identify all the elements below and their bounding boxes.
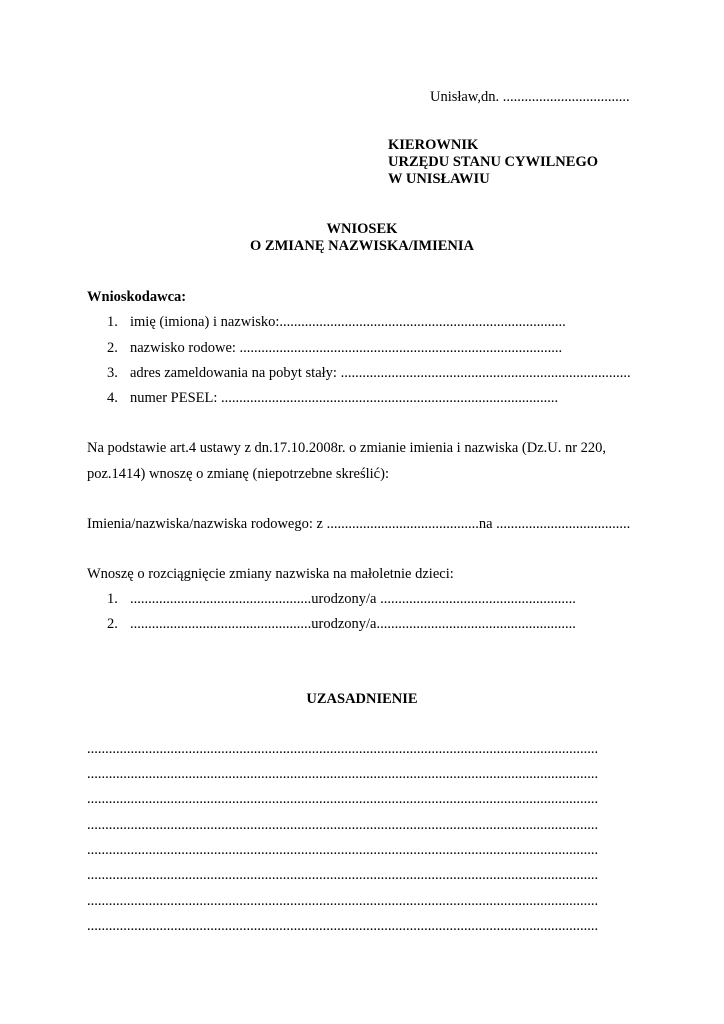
applicant-item-number: 3. xyxy=(107,365,118,381)
justification-line: ............................................................................................................................................. xyxy=(87,791,599,807)
justification-line: ............................................................................................................................................. xyxy=(87,766,599,782)
applicant-item-number: 2. xyxy=(107,340,118,356)
applicant-heading: Wnioskodawca: xyxy=(87,289,187,305)
justification-heading: UZASADNIENIE xyxy=(306,691,418,707)
justification-line: ............................................................................................................................................. xyxy=(87,817,599,833)
recipient-line-3: W UNISŁAWIU xyxy=(388,171,490,187)
child-item: ..................................................urodzony/a....................................................... xyxy=(130,616,576,632)
recipient-line-2: URZĘDU STANU CYWILNEGO xyxy=(388,154,599,170)
applicant-item-number: 4. xyxy=(107,390,118,406)
document-title-line-2: O ZMIANĘ NAZWISKA/IMIENIA xyxy=(250,238,474,254)
applicant-item-address: adres zameldowania na pobyt stały: ................................................................................ xyxy=(130,365,631,381)
justification-line: ............................................................................................................................................. xyxy=(87,842,599,858)
child-item: ..................................................urodzony/a ...................................................... xyxy=(130,591,576,607)
legal-basis-line-1: Na podstawie art.4 ustawy z dn.17.10.2008r. o zmianie imienia i nazwiska (Dz.U. nr 220, xyxy=(87,440,607,456)
child-item-number: 2. xyxy=(107,616,118,632)
document-title-line-1: WNIOSEK xyxy=(326,221,398,237)
place-date-line: Unisław,dn. ................................... xyxy=(430,89,630,105)
applicant-item-maiden-name: nazwisko rodowe: ......................................................................................... xyxy=(130,340,563,356)
applicant-item-name: imię (imiona) i nazwisko:............................................................................... xyxy=(130,314,566,330)
applicant-item-number: 1. xyxy=(107,314,118,330)
justification-line: ............................................................................................................................................. xyxy=(87,893,599,909)
change-request-line: Imienia/nazwiska/nazwiska rodowego: z ..........................................na ..................................... xyxy=(87,516,631,532)
justification-line: ............................................................................................................................................. xyxy=(87,867,599,883)
children-heading: Wnoszę o rozciągnięcie zmiany nazwiska na małoletnie dzieci: xyxy=(87,566,454,582)
legal-basis-line-2: poz.1414) wnoszę o zmianę (niepotrzebne skreślić): xyxy=(87,466,389,482)
recipient-line-1: KIEROWNIK xyxy=(388,137,479,153)
justification-line: ............................................................................................................................................. xyxy=(87,918,599,934)
applicant-item-pesel: numer PESEL: ............................................................................................. xyxy=(130,390,559,406)
child-item-number: 1. xyxy=(107,591,118,607)
justification-line: ............................................................................................................................................. xyxy=(87,741,599,757)
